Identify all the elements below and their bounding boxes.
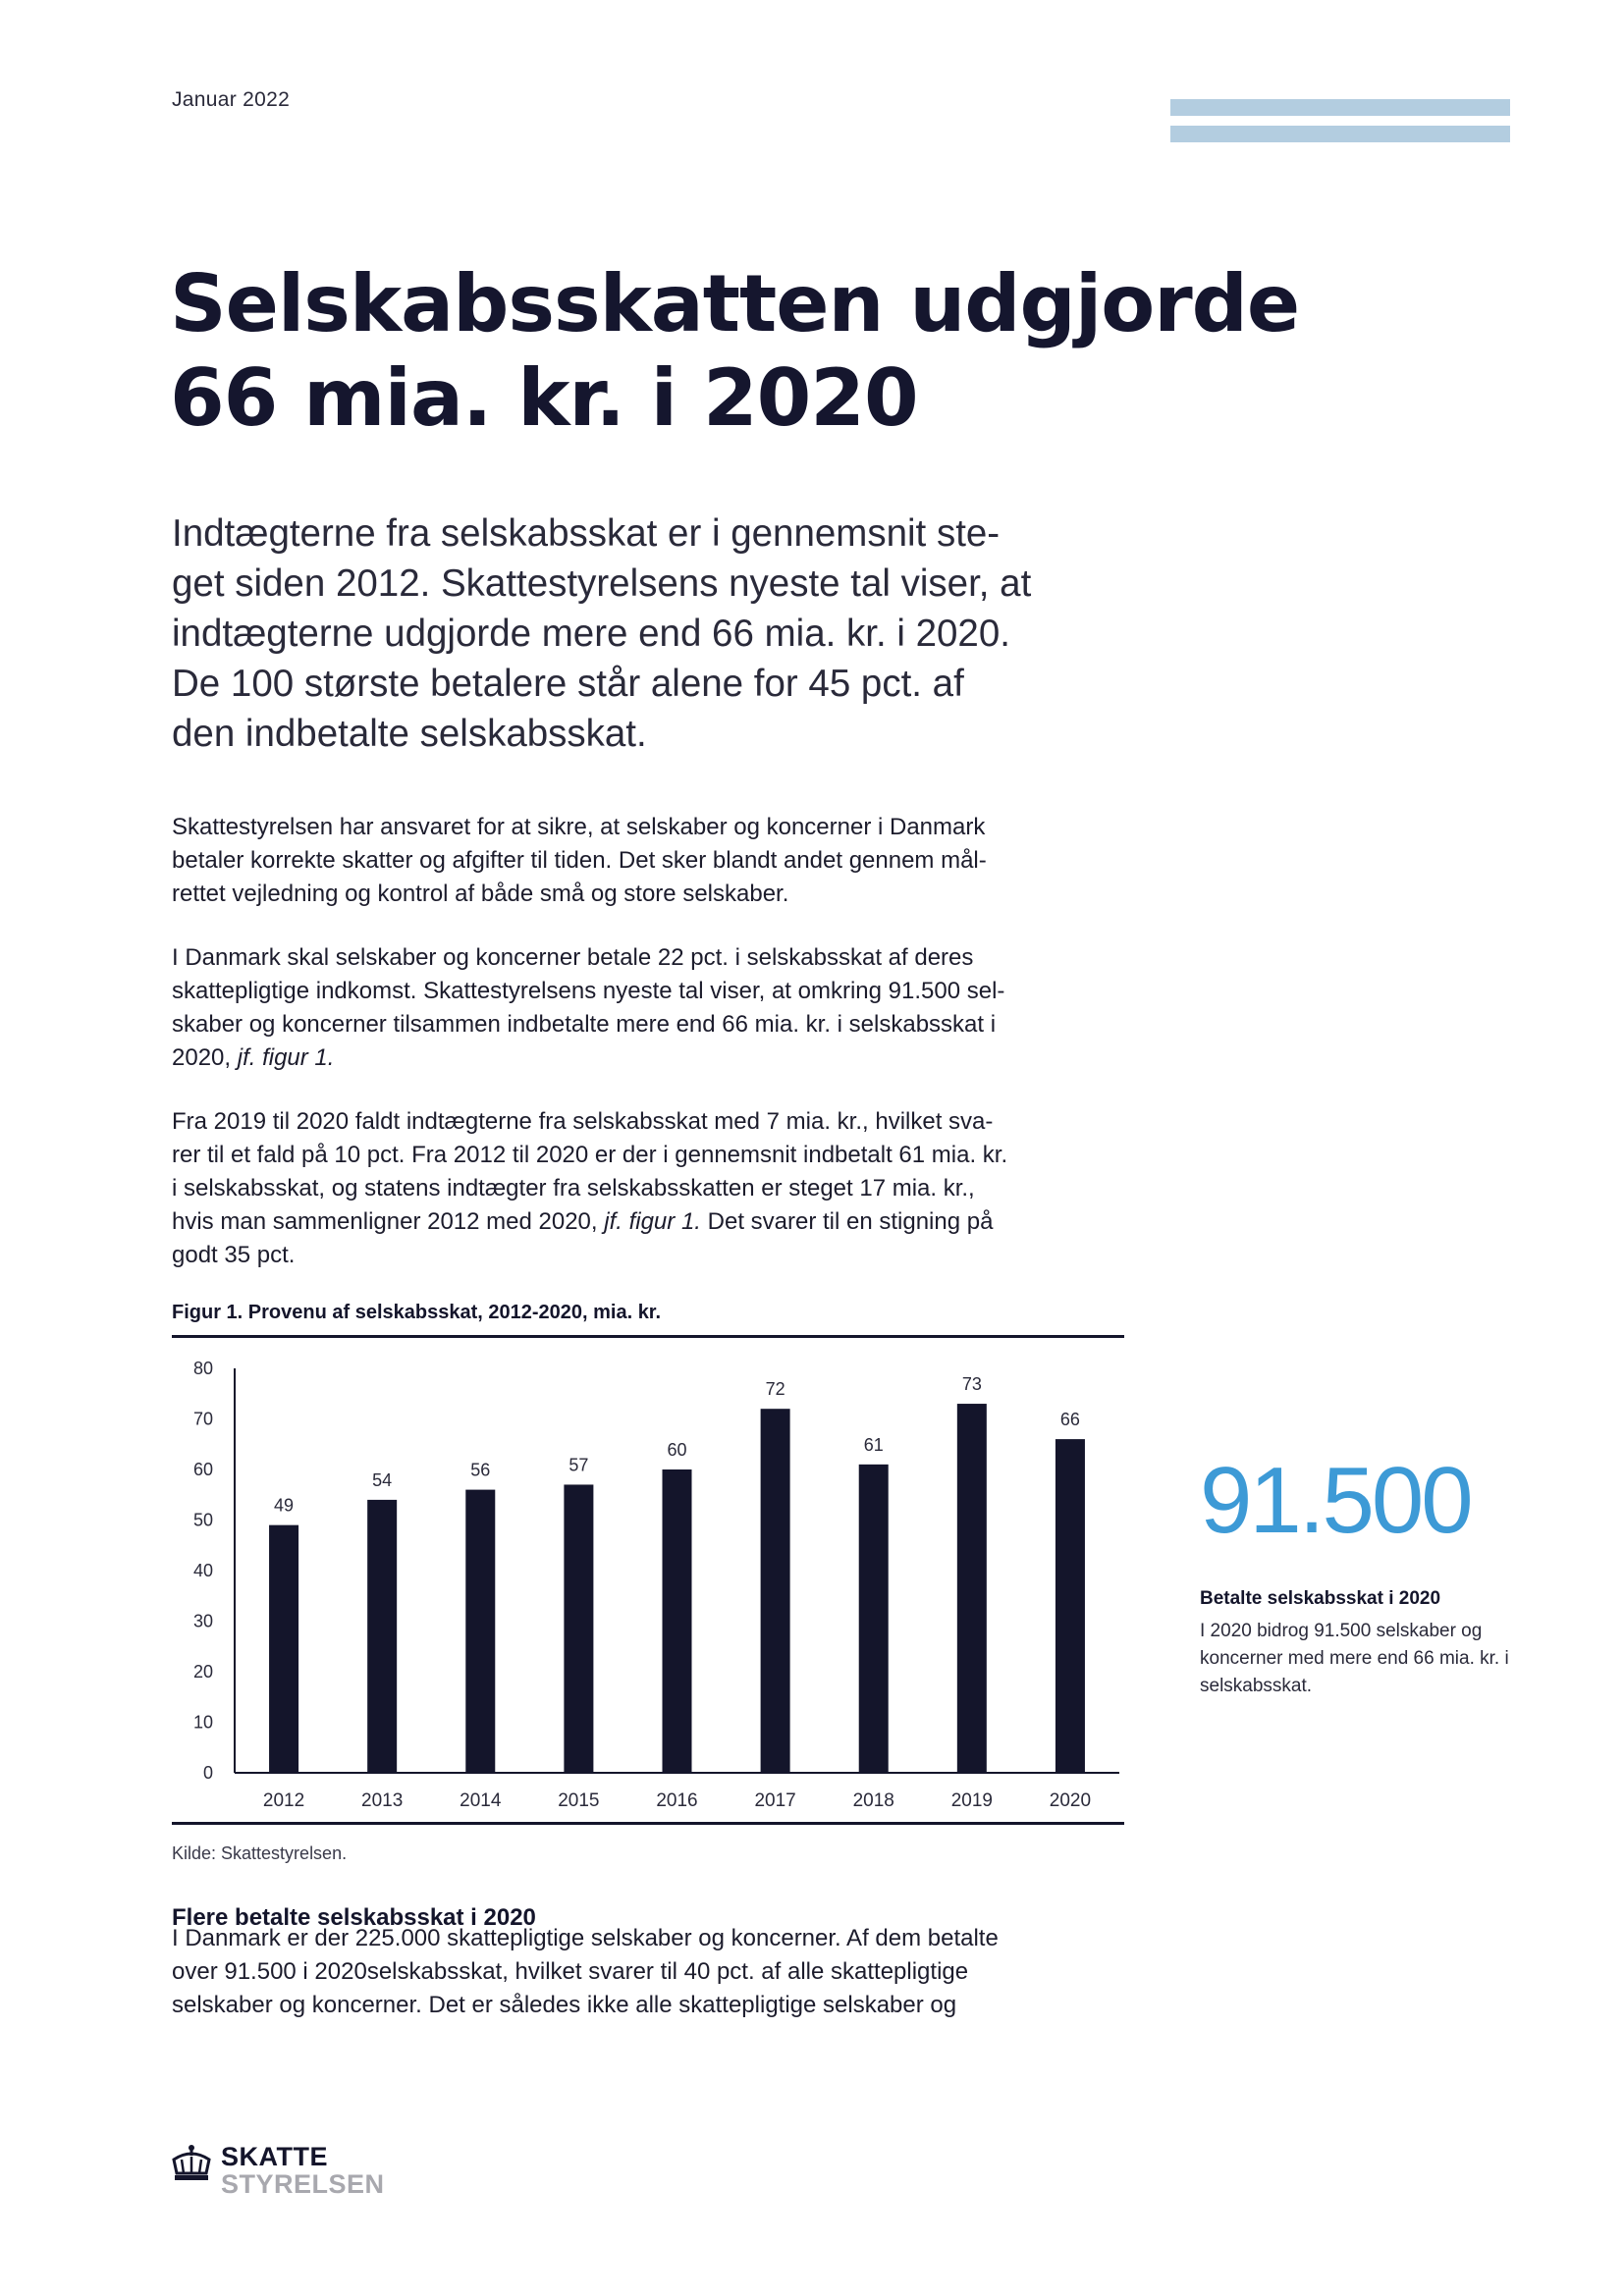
bar: [269, 1525, 298, 1773]
body-line: rer til et fald på 10 pct. Fra 2012 til 2020 er der i gennemsnit indbetalt 61 mia. kr.: [172, 1142, 1008, 1168]
figure-reference: jf. figur 1.: [604, 1208, 701, 1235]
lead-line: indtægterne udgjorde mere end 66 mia. kr. i 2020.: [172, 613, 1010, 655]
crown-icon: [170, 2144, 213, 2187]
body-line: Fra 2019 til 2020 faldt indtægterne fra selskabsskat med 7 mia. kr., hvilket sva-: [172, 1108, 994, 1135]
body-paragraph-1: [172, 811, 1144, 911]
body-text: Det svarer til en stigning på: [700, 1208, 994, 1235]
key-figure-text: [1200, 1618, 1553, 1700]
data-label: 54: [372, 1469, 393, 1490]
body-line: [172, 1205, 1144, 1239]
x-tick-label: 2019: [950, 1790, 993, 1811]
x-tick-label: 2012: [262, 1790, 305, 1811]
logo-text-primary: SKATTE: [221, 2142, 328, 2171]
data-label: 56: [470, 1460, 491, 1480]
bar: [957, 1404, 987, 1773]
key-figure-line: selskabsskat.: [1200, 1676, 1313, 1696]
header-stripe-bottom: [1170, 126, 1510, 142]
x-tick-label: 2018: [852, 1790, 894, 1811]
key-figure-number: 91.500: [1200, 1448, 1471, 1553]
body-paragraph-2: [172, 941, 1144, 1075]
section-heading: Flere betalte selskabsskat i 2020: [172, 1904, 536, 1931]
body-line: skattepligtige indkomst. Skattestyrelsens nyeste tal viser, at omkring 91.500 sel-: [172, 978, 1005, 1004]
y-tick-label: 70: [192, 1409, 213, 1429]
body-text: hvis man sammenligner 2012 med 2020,: [172, 1208, 605, 1235]
body-line: rettet vejledning og kontrol af både små og store selskaber.: [172, 881, 789, 907]
body-line: I Danmark er der 225.000 skattepligtige selskaber og koncerner. Af dem betalte: [172, 1925, 999, 1951]
y-tick-label: 40: [192, 1561, 213, 1580]
bar: [761, 1409, 790, 1773]
y-tick-label: 0: [202, 1763, 213, 1783]
data-label: 66: [1059, 1410, 1080, 1430]
bar: [465, 1490, 495, 1773]
key-figure-line: koncerner med mere end 66 mia. kr. i: [1200, 1648, 1509, 1669]
data-label: 61: [863, 1434, 884, 1455]
body-line: over 91.500 i 2020selskabsskat, hvilket svarer til 40 pct. af alle skattepligtige: [172, 1958, 969, 1985]
lead-line: De 100 største betalere står alene for 45 pct. af: [172, 663, 964, 705]
figure-source: Kilde: Skattestyrelsen.: [172, 1843, 348, 1863]
data-label: 73: [961, 1374, 982, 1395]
lead-line: den indbetalte selskabsskat.: [172, 713, 647, 755]
body-line: Skattestyrelsen har ansvaret for at sikre, at selskaber og koncerner i Danmark: [172, 814, 986, 840]
body-line: betaler korrekte skatter og afgifter til tiden. Det sker blandt andet gennem mål-: [172, 847, 987, 874]
figure-reference: jf. figur 1.: [237, 1044, 335, 1071]
body-paragraph-4: [172, 1922, 1144, 2022]
body-text: 2020,: [172, 1044, 238, 1071]
x-tick-label: 2016: [656, 1790, 698, 1811]
body-line: [172, 1041, 1144, 1075]
bar: [367, 1500, 397, 1773]
logo-text-secondary: STYRELSEN: [221, 2169, 385, 2199]
x-tick-label: 2020: [1049, 1790, 1092, 1811]
key-figure-title: Betalte selskabsskat i 2020: [1200, 1588, 1441, 1609]
body-line: godt 35 pct.: [172, 1242, 296, 1268]
lead-line: get siden 2012. Skattestyrelsens nyeste tal viser, at: [172, 562, 1032, 605]
y-tick-label: 50: [192, 1510, 213, 1530]
y-tick-label: 60: [192, 1460, 213, 1479]
x-tick-label: 2015: [558, 1790, 600, 1811]
y-tick-label: 30: [192, 1611, 213, 1631]
page-title: [170, 257, 1299, 446]
key-figure-line: I 2020 bidrog 91.500 selskaber og: [1200, 1621, 1483, 1641]
bar: [1056, 1439, 1085, 1773]
x-tick-label: 2014: [460, 1790, 502, 1811]
body-line: i selskabsskat, og statens indtægter fra selskabsskatten er steget 17 mia. kr.,: [172, 1175, 975, 1201]
figure-title: Figur 1. Provenu af selskabsskat, 2012-2020, mia. kr.: [172, 1302, 662, 1323]
y-tick-label: 10: [192, 1712, 213, 1733]
figure-bottom-rule: [172, 1822, 1124, 1825]
data-label: 72: [765, 1379, 785, 1400]
figure-top-rule: [172, 1335, 1124, 1338]
body-paragraph-3: [172, 1105, 1144, 1272]
x-tick-label: 2013: [361, 1790, 404, 1811]
data-label: 49: [274, 1495, 295, 1516]
body-line: selskaber og koncerner. Det er således ikke alle skattepligtige selskaber og: [172, 1992, 957, 2018]
bar: [663, 1469, 692, 1773]
bar-chart: [172, 1341, 1124, 1820]
data-label: 57: [568, 1455, 589, 1475]
y-tick-label: 80: [192, 1359, 213, 1378]
header-date: Januar 2022: [172, 88, 291, 111]
x-tick-label: 2017: [754, 1790, 796, 1811]
lead-line: Indtægterne fra selskabsskat er i gennemsnit ste-: [172, 512, 1001, 555]
bar: [564, 1484, 593, 1773]
data-label: 60: [667, 1440, 687, 1460]
header-stripe-top: [1170, 99, 1510, 116]
bar: [859, 1465, 889, 1773]
lead-paragraph: [172, 508, 1144, 759]
body-line: I Danmark skal selskaber og koncerner betale 22 pct. i selskabsskat af deres: [172, 944, 974, 971]
page-title-line: Selskabsskatten udgjorde: [170, 258, 1300, 349]
body-line: skaber og koncerner tilsammen indbetalte mere end 66 mia. kr. i selskabsskat i: [172, 1011, 997, 1038]
page-title-line: 66 mia. kr. i 2020: [170, 352, 918, 444]
y-tick-label: 20: [192, 1662, 213, 1682]
